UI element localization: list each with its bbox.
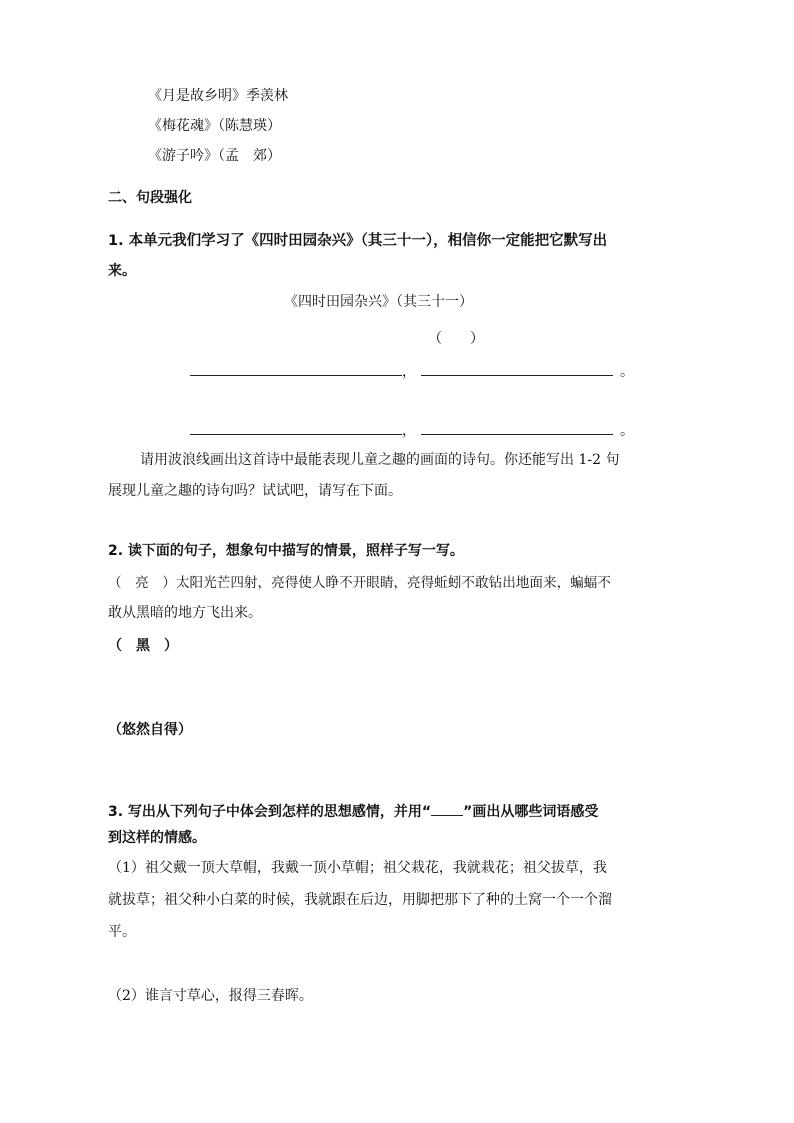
answer-line[interactable] [190,375,402,376]
q3-prompt-line2: 到这样的情感。 [108,830,206,846]
reading-item-3: 《游子吟》（孟 郊） [148,148,281,164]
q2-item-free: （悠然自得） [108,722,192,738]
q2-item-dark: （ 黑 ） [108,638,178,654]
q3-item1-line1: （1）祖父戴一顶大草帽，我戴一顶小草帽；祖父栽花，我就栽花；祖父拔草，我 [108,860,607,876]
answer-line[interactable] [190,434,402,435]
q1-prompt-line1: 1. 本单元我们学习了《四时田园杂兴》（其三十一），相信你一定能把它默写出 [108,233,608,249]
reading-item-1: 《月是故乡明》季羡林 [148,88,288,104]
reading-item-2: 《梅花魂》（陈慧瑛） [148,118,281,134]
q1-prompt-line2: 来。 [108,263,136,279]
period: 。 [620,364,634,380]
comma: ， [402,364,416,380]
q2-prompt: 2. 读下面的句子，想象句中描写的情景，照样子写一写。 [108,543,464,559]
poem-author-blank: （ ） [428,331,484,347]
q3-prompt-before: 3. 写出从下列句子中体会到怎样的思想感情，并用“ [108,804,432,820]
wavy-line-sample [431,801,463,816]
section-heading: 二、句段强化 [108,190,192,206]
q1-extra-line2: 展现儿童之趣的诗句吗？试试吧，请写在下面。 [108,483,402,499]
poem-title: 《四时田园杂兴》（其三十一） [284,294,473,310]
period: 。 [620,423,634,439]
q3-prompt-after: ”画出从哪些词语感受 [463,804,599,820]
q3-item1-line3: 平。 [108,924,136,940]
q3-prompt-line1 [108,801,598,822]
q3-item2: （2）谁言寸草心，报得三春晖。 [108,988,313,1004]
q3-item1-line2: 就拔草；祖父种小白菜的时候，我就跟在后边，用脚把那下了种的土窝一个一个溜 [108,892,612,908]
answer-line[interactable] [421,434,613,435]
answer-line[interactable] [421,375,613,376]
q2-example-line1: （ 亮 ）太阳光芒四射，亮得使人睁不开眼睛，亮得蚯蚓不敢钻出地面来，蝙蝠不 [108,575,611,591]
q2-example-line2: 敢从黑暗的地方飞出来。 [108,605,262,621]
q1-extra-line1: 请用波浪线画出这首诗中最能表现儿童之趣的画面的诗句。你还能写出 1-2 句 [140,452,620,468]
comma: ， [402,423,416,439]
